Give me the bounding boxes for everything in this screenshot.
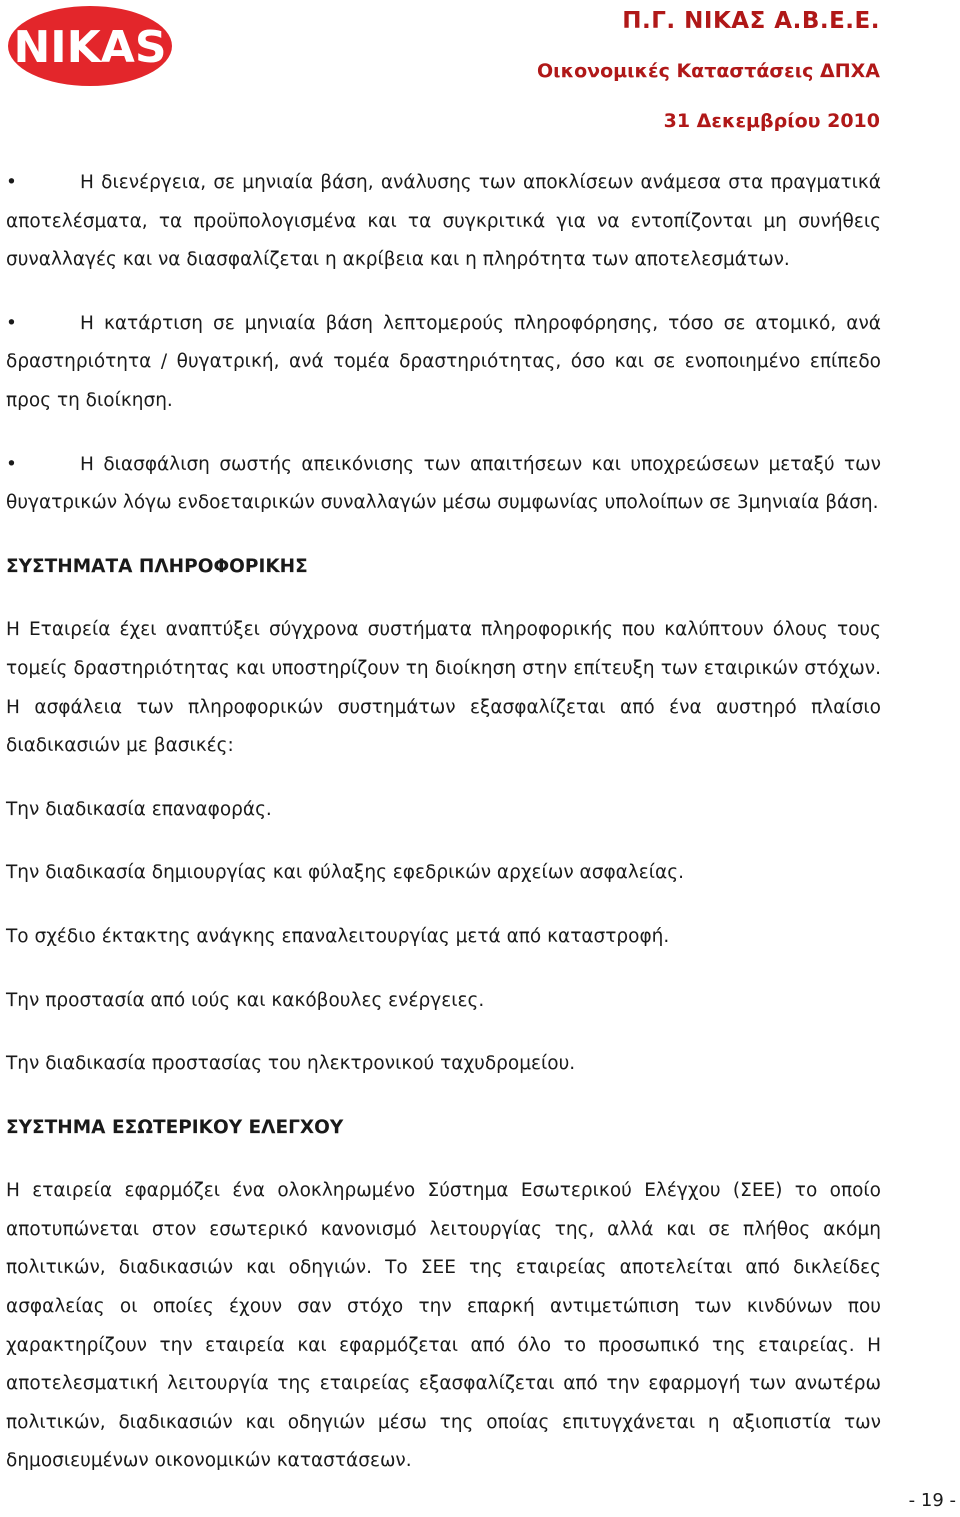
it-section-heading: ΣΥΣΤΗΜΑΤΑ ΠΛΗΡΟΦΟΡΙΚΗΣ xyxy=(6,555,308,577)
bullet-text: Η κατάρτιση σε μηνιαία βάση λεπτομερούς πληροφόρησης, τόσο σε ατομικό, ανά δραστηριότητα / θυγατρική, ανά τομέα δραστηριότητας, όσο και σε ενοποιημένο επίπεδο προς τη διοίκηση. xyxy=(6,312,881,411)
it-item: Την προστασία από ιούς και κακόβουλες ενέργειες. xyxy=(6,989,485,1011)
page-number: - 19 - xyxy=(908,1490,956,1511)
bullet-item xyxy=(6,446,881,523)
bullet-item xyxy=(6,305,881,421)
internal-control-heading: ΣΥΣΤΗΜΑ ΕΣΩΤΕΡΙΚΟΥ ΕΛΕΓΧΟΥ xyxy=(6,1116,344,1138)
it-item: Την διαδικασία επαναφοράς. xyxy=(6,798,272,820)
company-name: Π.Γ. ΝΙΚΑΣ Α.Β.Ε.Ε. xyxy=(622,8,880,34)
company-logo xyxy=(6,4,174,88)
document-body xyxy=(6,164,881,1481)
bullet-icon: • xyxy=(6,453,17,475)
bullet-text: Η διασφάλιση σωστής απεικόνισης των απαιτήσεων και υποχρεώσεων μεταξύ των θυγατρικών λόγω ενδοεταιρικών συναλλαγών μέσω συμφωνίας υπολοίπων σε 3μηνιαία βάση. xyxy=(6,453,881,514)
it-item: Την διαδικασία δημιουργίας και φύλαξης εφεδρικών αρχείων ασφαλείας. xyxy=(6,862,684,884)
it-section-intro: Η Εταιρεία έχει αναπτύξει σύγχρονα συστήματα πληροφορικής που καλύπτουν όλους τους τομείς δραστηριότητας και υποστηρίζουν τη διοίκηση στην επίτευξη των εταιρικών στόχων. Η ασφάλεια των πληροφορικών συστημάτων εξασφαλίζεται από ένα αυστηρό πλαίσιο διαδικασιών με βασικές: xyxy=(6,619,881,757)
bullet-icon: • xyxy=(6,312,17,334)
it-item: Το σχέδιο έκτακτης ανάγκης επαναλειτουργίας μετά από καταστροφή. xyxy=(6,925,670,947)
logo-text: NIKAS xyxy=(13,22,167,73)
bullet-item xyxy=(6,164,881,280)
bullet-text: Η διενέργεια, σε μηνιαία βάση, ανάλυσης των αποκλίσεων ανάμεσα στα πραγματικά αποτελέσματα, τα προϋπολογισμένα και τα συγκριτικά για να εντοπίζονται μη συνήθεις συναλλαγές και να διασφαλίζεται η ακρίβεια και η πληρότητα των αποτελεσμάτων. xyxy=(6,172,881,271)
bullet-icon: • xyxy=(6,172,17,193)
it-item: Την διαδικασία προστασίας του ηλεκτρονικού ταχυδρομείου. xyxy=(6,1053,576,1075)
statements-title: Οικονομικές Καταστάσεις ΔΠΧΑ xyxy=(537,60,880,82)
report-date: 31 Δεκεμβρίου 2010 xyxy=(663,110,880,132)
internal-control-text: Η εταιρεία εφαρμόζει ένα ολοκληρωμένο Σύστημα Εσωτερικού Ελέγχου (ΣΕΕ) το οποίο αποτυπώνεται στον εσωτερικό κανονισμό λειτουργίας της, αλλά και σε πλήθος ακόμη πολιτικών, διαδικασιών και οδηγιών. Το ΣΕΕ της εταιρείας αποτελείται από δικλείδες ασφαλείας οι οποίες έχουν σαν στόχο την επαρκή αντιμετώπιση των κινδύνων που χαρακτηρίζουν την εταιρεία και εφαρμόζεται από όλο το προσωπικό της εταιρείας. Η αποτελεσματική λειτουργία της εταιρείας εξασφαλίζεται από την εφαρμογή των ανωτέρω πολιτικών, διαδικασιών και οδηγιών μέσω της οποίας επιτυγχάνεται η αξιοπιστία των δημοσιευμένων οικονομικών καταστάσεων. xyxy=(6,1180,881,1472)
